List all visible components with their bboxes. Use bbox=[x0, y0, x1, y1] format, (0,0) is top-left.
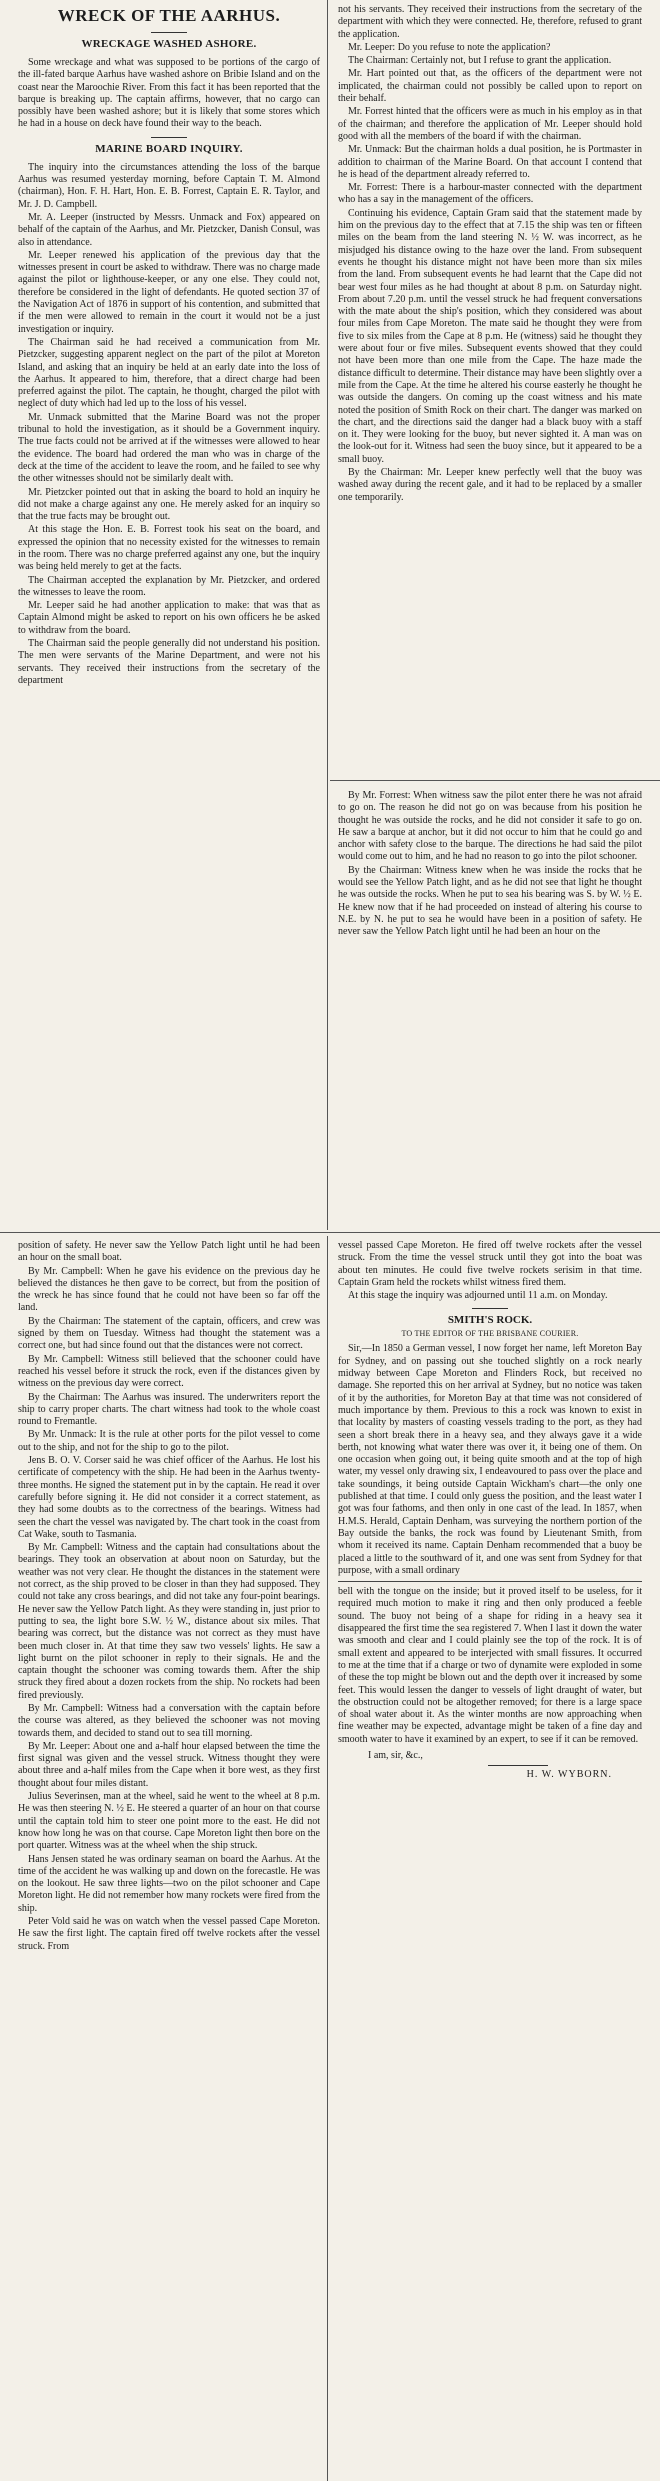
subheading-inquiry: MARINE BOARD INQUIRY. bbox=[95, 142, 243, 155]
article-paragraph: not his servants. They received their instructions from the secretary of the department with which they were connected. He, therefore, refused to grant the application. bbox=[338, 4, 642, 40]
article-paragraph: By the Chairman: The Aarhus was insured. The underwriters report the ship to carry proper charts. The chart witness had took to the whole coast round to Fremantle. bbox=[18, 1391, 320, 1428]
article-paragraph: The Chairman said the people generally did not understand his position. The men were servants of the Marine Department, and were not his servants. They received their instructions from the secretary of the department bbox=[18, 638, 320, 686]
article-paragraph: Mr. Leeper said he had another application to make: that was that as Captain Almond might be asked to report on his own officers he be asked to withdraw from the board. bbox=[18, 600, 320, 636]
article-paragraph: Jens B. O. V. Corser said he was chief officer of the Aarhus. He lost his certificate of competency with the ship. He had been in the Aarhus twenty-three months. He signed the statement put in by the captain. He read it over carefully before signing it. He did not consider it a correct statement, as they had some doubts as to the correctness of the bearings. Witness had seen the chart the vessel was navigated by. The chart took in the coast from Cat Wake, south to Tasmania. bbox=[18, 1455, 320, 1540]
article-paragraph: By the Chairman: Witness knew when he was inside the rocks that he would see the Yellow Patch light, and as he did not see that light he thought he was outside the rocks. When he put to sea his bearing was S. by W. ½ E. He knew now that if he had proceeded on instead of altering his course to N.E. by N. he put to sea he would have been in a position of safety. He never saw the Yellow Patch light until he had been an hour on the bbox=[338, 864, 642, 938]
article-paragraph: Some wreckage and what was supposed to be portions of the cargo of the ill-fated barque Aarhus have washed ashore on Bribie Island and on the coast near the Maroochie River. From this fact it has been reported that the barque is breaking up. The captain affirms, however, that no cargo can possibly have been washed ashore; but it is likely that some stores which he had in a house on deck have found their way to the beach. bbox=[18, 57, 320, 130]
article-paragraph: Mr. Unmack submitted that the Marine Board was not the proper tribunal to hold the investigation, as it should be a Government inquiry. The true facts could not be arrived at if the witnesses were allowed to hear the evidence. The board had ordered the man who was in charge of the deck at the time of the accident to leave the room, and he failed to see why the other witnesses should not be similarly dealt with. bbox=[18, 411, 320, 485]
article-paragraph: Hans Jensen stated he was ordinary seaman on board the Aarhus. At the time of the accident he was walking up and down on the forecastle. He was on the lookout. He saw three lights—two on the pilot schooner and Cape Moreton light. He did not remember how many rockets were fired from the ship. bbox=[18, 1853, 320, 1914]
letter-paragraph: bell with the tongue on the inside; but it proved itself to be useless, for it required much motion to make it ring and then only produced a feeble sound. The buoy not being of a shape for riding in a heavy sea it disappeared the first time the sea registered 7. When I last it down the water was smooth and clear and I could plainly see the top of the rock. It is of small extent and appeared to be interjected with small fissures. It occurred to me at the time that if a charge or two of dynamite were exploded in some of these the top might be blown out and the depth over it increased by some feet. This would lessen the danger to vessels of light draught of water, but the obstruction could not be altogether removed; for there is a large space of shoal water about it. As the winter months are now approaching when fine weather may be expected, advantage might be taken of a fine day and smooth water to have it examined by an expert, to see if it can be removed. bbox=[338, 1586, 642, 1745]
article-paragraph: Mr. Forrest: There is a harbour-master connected with the department who has a say in the management of the officers. bbox=[338, 182, 642, 206]
column-3 bbox=[18, 1240, 320, 2476]
article-paragraph: By Mr. Unmack: It is the rule at other ports for the pilot vessel to come out to the ship, and not for the ship to go to the pilot. bbox=[18, 1429, 320, 1453]
article-paragraph: Mr. Unmack: But the chairman holds a dual position, he is Portmaster in addition to chairman of the Marine Board. On that account I contend that he is head of the department already referred to. bbox=[338, 144, 642, 180]
article-paragraph: vessel passed Cape Moreton. He fired off twelve rockets after the vessel struck. From the time the vessel struck until they got into the boat was about ten minutes. He could five twelve rockets serisim in that time. Captain Gram held the rockets whilst witness fired them. bbox=[338, 1240, 642, 1288]
article-paragraph: Mr. A. Leeper (instructed by Messrs. Unmack and Fox) appeared on behalf of the captain of the Aarhus, and Mr. Pietzcker, Danish Consul, was also in attendance. bbox=[18, 211, 320, 248]
column-4 bbox=[338, 1240, 642, 2476]
column-1 bbox=[18, 4, 320, 1228]
article-paragraph: By Mr. Forrest: When witness saw the pilot enter there he was not afraid to go on. The reason he did not go on was because from his position he thought he was outside the rocks, and he did not consider it safe to go on. He saw a barque at anchor, but it did not occur to him that he could go and anchor with safety close to the barque. The directions he had said the pilot would come out to him, and he had no reason to go into the pilot schooner. bbox=[338, 790, 642, 863]
article-rule bbox=[151, 137, 187, 138]
article-paragraph: By Mr. Campbell: Witness had a conversation with the captain before the course was altered, as they believed the schooner was not moving towards them, and decided to stand out to sea till morning. bbox=[18, 1702, 320, 1739]
article-paragraph: Mr. Leeper: Do you refuse to note the application? bbox=[348, 41, 551, 53]
article-paragraph: Peter Vold said he was on watch when the vessel passed Cape Moreton. He saw the first light. The captain fired off twelve rockets after the vessel struck. From bbox=[18, 1916, 320, 1952]
article-paragraph: The inquiry into the circumstances attending the loss of the barque Aarhus was resumed yesterday morning, before Captain T. M. Almond (chairman), Hon. F. H. Hart, Hon. E. B. Forrest, Captain E. R. Taylor, and Mr. J. D. Campbell. bbox=[18, 161, 320, 210]
article-paragraph: Mr. Pietzcker pointed out that in asking the board to hold an inquiry he did not make a charge against any one. He merely asked for an inquiry so that the true facts may be brought out. bbox=[18, 486, 320, 523]
article-paragraph: At this stage the inquiry was adjourned until 11 a.m. on Monday. bbox=[348, 1290, 608, 1302]
article-paragraph: Mr. Hart pointed out that, as the officers of the department were not implicated, the chairman could not possibly be called upon to report on their behalf. bbox=[338, 68, 642, 105]
article-paragraph: The Chairman accepted the explanation by Mr. Pietzcker, and ordered the witnesses to leave the room. bbox=[18, 574, 320, 598]
letter-subtitle: TO THE EDITOR OF THE BRISBANE COURIER. bbox=[401, 1329, 579, 1339]
section-rule-top bbox=[0, 1232, 660, 1233]
headline-rule bbox=[151, 32, 187, 33]
article-paragraph: Continuing his evidence, Captain Gram said that the statement made by him on the previous day to the effect that at 7.15 the ship was ten or fifteen miles on the beam from the land steering N. ½ W. was incorrect, as he misjudged his distance owing to the haze over the land. From subsequent events he thought his distance might not have been more than six miles from the land. From subsequent events he had learnt that the Cape did not bear west four miles as he had thought at about 8 p.m. on Saturday night. From about 7.20 p.m. until the vessel struck he had frequent conversations with the mate about the ship's position, which they considered was about four miles from Cape Moreton. The mate said he thought they were from five to six miles from the Cape at 8 p.m. He (witness) said he thought they were about four or five miles. Subsequent events showed that they could not have been more than one mile from the Cape. The haze made the distance difficult to determine. Their distance may have been slightly over a mile from the Cape. At the time he altered his course easterly he thought he was outside the dangers. On coming up the coast witness and his mate noted the position of Smith Rock on their chart. The danger was marked on the chart, and the directions said the danger had a black buoy with a staff on it. They were looking for the buoy, but never sighted it. A man was on the look-out for it. Witness had seen the buoy since, but it appeared to be a small buoy. bbox=[338, 207, 642, 465]
article-paragraph: By the Chairman: The statement of the captain, officers, and crew was signed by them on Tuesday. Witness had thought the statement was a correct one, but had since found out that the distances were not correct. bbox=[18, 1315, 320, 1352]
article-paragraph: position of safety. He never saw the Yellow Patch light until he had been an hour on the small boat. bbox=[18, 1240, 320, 1264]
article-paragraph: By Mr. Campbell: Witness still believed that the schooner could have reached his vessel before it struck the rock, even if the distances given by witness on the previous day were correct. bbox=[18, 1353, 320, 1390]
headline: WRECK OF THE AARHUS. bbox=[57, 6, 281, 25]
article-paragraph: At this stage the Hon. E. B. Forrest took his seat on the board, and expressed the opinion that no necessity existed for the witnesses to remain in the room. There was no charge preferred against any one, but the inquiry was being held merely to get at the facts. bbox=[18, 524, 320, 573]
article-paragraph: By Mr. Campbell: When he gave his evidence on the previous day he believed the distances he then gave to be correct, but from the position of the wreck he has since found that he could not have been so far off the land. bbox=[18, 1265, 320, 1314]
article-paragraph: Julius Severinsen, man at the wheel, said he went to the wheel at 8 p.m. He was then steering N. ½ E. He steered a quarter of an hour on that course until the captain told him to steer one point more to the east. He did not know how long he was on that course. Cape Moreton light then bore on the port quarter. Witness was at the wheel when the ship struck. bbox=[18, 1791, 320, 1852]
column-2b bbox=[338, 790, 642, 1228]
section-rule-mid bbox=[330, 780, 660, 781]
letter-paragraph: Sir,—In 1850 a German vessel, I now forget her name, left Moreton Bay for Sydney, and on passing out she touched slightly on a rock nearly midway between Cape Moreton and Flinders Rock, but received no damage. She reported this on her arrival at Sydney, but no notice was taken of it by the authorities, for Moreton Bay at that time was not considered of much importance by them. Previous to this a rock was known to exist in that locality by masters of coasting vessels trading to the port, as they had seen a short break there in a heavy sea, and they always gave it a wide berth, not knowing what water there was over it, it being one of them. On one occasion when going out, it being quite smooth and at the top of high water, my vessel only drawing six, I endeavoured to pass over the place and take soundings, it being outside Captain Wickham's chart—the only one published at that time. I could only guess the position, and the least water I got was four fathoms, and then only in one cast of the lead. In 1857, when H.M.S. Herald, Captain Denham, was surveying the northern portion of the Bay outside the banks, the rock was found by Lieutenant Smith, from whom it received its name. Captain Denham recommended that a buoy be placed a little to the southward of it, and one was sent from Sydney for that purpose, with a small ordinary bbox=[338, 1343, 642, 1576]
letter-break-rule bbox=[338, 1581, 642, 1582]
letter-signature: H. W. WYBORN. bbox=[526, 1769, 612, 1781]
article-paragraph: The Chairman said he had received a communication from Mr. Pietzcker, suggesting apparent neglect on the part of the pilot at Moreton Island, and asking that an inquiry be held at an early date into the loss of the Aarhus. It appeared to him, therefore, that a direct charge had been preferred against the pilot. The captain, he thought, charged the pilot with neglect of duty which had led up to the loss of his vessel. bbox=[18, 336, 320, 410]
article-paragraph: By the Chairman: Mr. Leeper knew perfectly well that the buoy was washed away during the recent gale, and it had to be replaced by a smaller one temporarily. bbox=[338, 466, 642, 503]
column-rule-bottom bbox=[327, 1236, 328, 2481]
letter-closing: I am, sir, &c., bbox=[368, 1749, 423, 1761]
article-end-rule bbox=[472, 1308, 508, 1309]
column-2 bbox=[338, 4, 642, 774]
signature-rule bbox=[488, 1765, 548, 1766]
article-paragraph: The Chairman: Certainly not, but I refuse to grant the application. bbox=[348, 55, 612, 67]
letter-title: SMITH'S ROCK. bbox=[447, 1314, 533, 1327]
article-paragraph: By Mr. Campbell: Witness and the captain had consultations about the bearings. They took an observation at about noon on Saturday, but the weather was not very clear. He thought the distances in the statement were not correct, as the ship proved to be closer in than they had supposed. They could not take any cross bearings, and did not take any four-point bearings. He never saw the Yellow Patch light. As they were standing in, just prior to putting to sea, the light bore S.W. ½ W., distance about six miles. That bearing was correct, but the distance was not correct as they must have been much closer in. At that time they saw two vessels' lights. He saw a light burnt on the pilot schooner in reply to their signals. He and the captain thought the schooner was coming towards them. After the ship struck they fired about a dozen rockets from the ship. No rockets had been fired previously. bbox=[18, 1542, 320, 1701]
article-paragraph: By Mr. Leeper: About one and a-half hour elapsed between the time the first signal was given and the vessel struck. Witness thought they were about three and a-half miles from the Cape when it bore west, as they first thought about four miles distant. bbox=[18, 1740, 320, 1789]
subheading-wreckage: WRECKAGE WASHED ASHORE. bbox=[81, 38, 257, 50]
article-paragraph: Mr. Forrest hinted that the officers were as much in his employ as in that of the chairman; and therefore the application of Mr. Leeper should hold good with all the members of the board if with the chairman. bbox=[338, 106, 642, 142]
article-paragraph: Mr. Leeper renewed his application of the previous day that the witnesses present in court be asked to withdraw. There was no charge made against the pilot or lighthouse-keeper, or any one else. They could not, therefore be considered in the light of defendants. He quoted section 37 of the Navigation Act of 1876 in support of his contention, and submitted that if the men were allowed to remain in the court it would not be a just investigation or inquiry. bbox=[18, 249, 320, 335]
column-rule-top bbox=[327, 0, 328, 1230]
